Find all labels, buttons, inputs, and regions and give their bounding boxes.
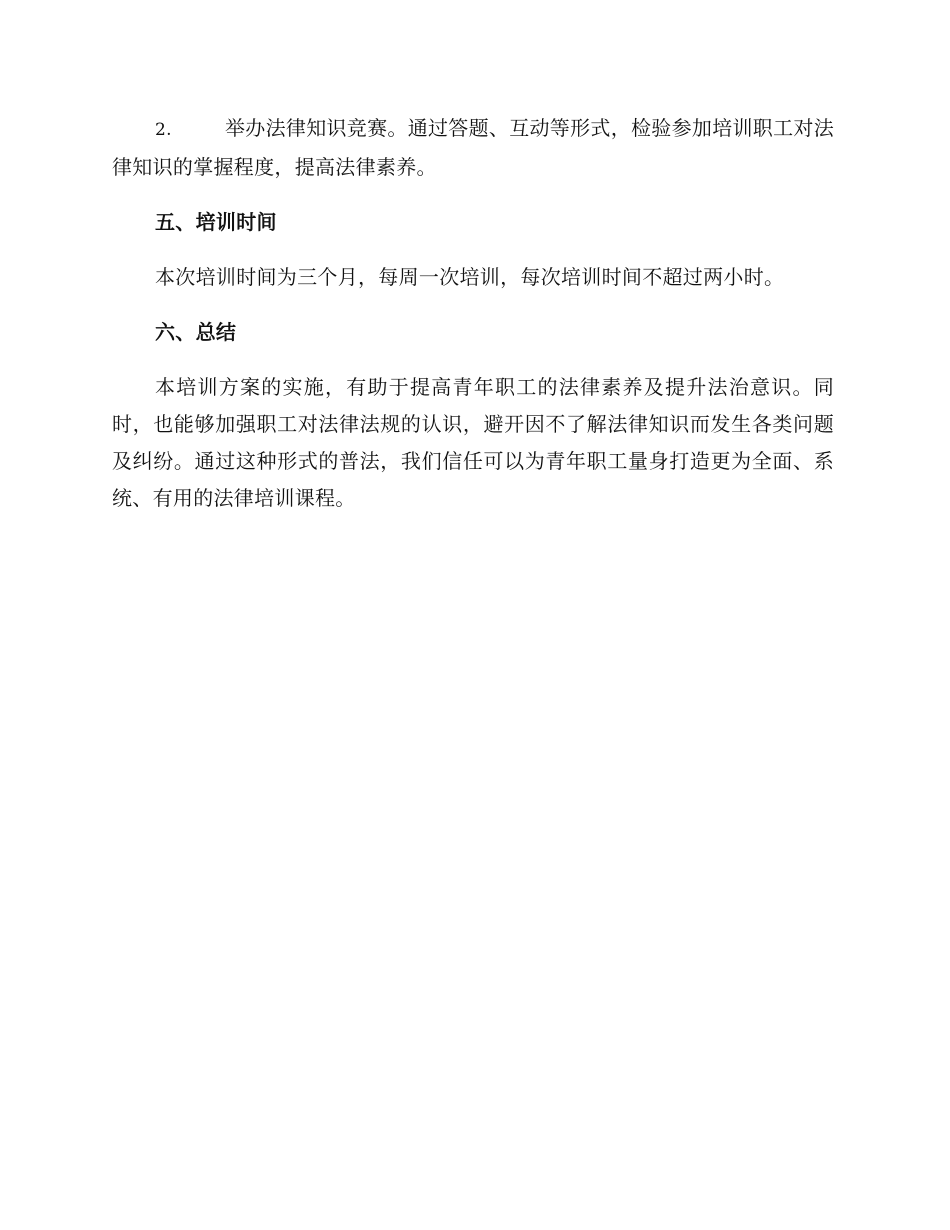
list-item-text: 举办法律知识竞赛。通过答题、互动等形式，检验参加培训职工对法律知识的掌握程度，提高法律素养。 xyxy=(112,116,834,179)
list-item-number: 2. xyxy=(155,120,172,140)
section-heading-training-time: 五、培训时间 xyxy=(155,210,277,234)
document-body xyxy=(112,110,834,535)
section-heading-summary: 六、总结 xyxy=(155,320,237,344)
paragraph-summary: 本培训方案的实施，有助于提高青年职工的法律素养及提升法治意识。同时，也能够加强职工对法律法规的认识，避开因不了解法律知识而发生各类问题及纠纷。通过这种形式的普法，我们信任可以为青年职工量身打造更为全面、系统、有用的法律培训课程。 xyxy=(112,375,834,510)
list-item-2 xyxy=(112,110,834,186)
paragraph-training-time: 本次培训时间为三个月，每周一次培训，每次培训时间不超过两小时。 xyxy=(155,265,785,289)
